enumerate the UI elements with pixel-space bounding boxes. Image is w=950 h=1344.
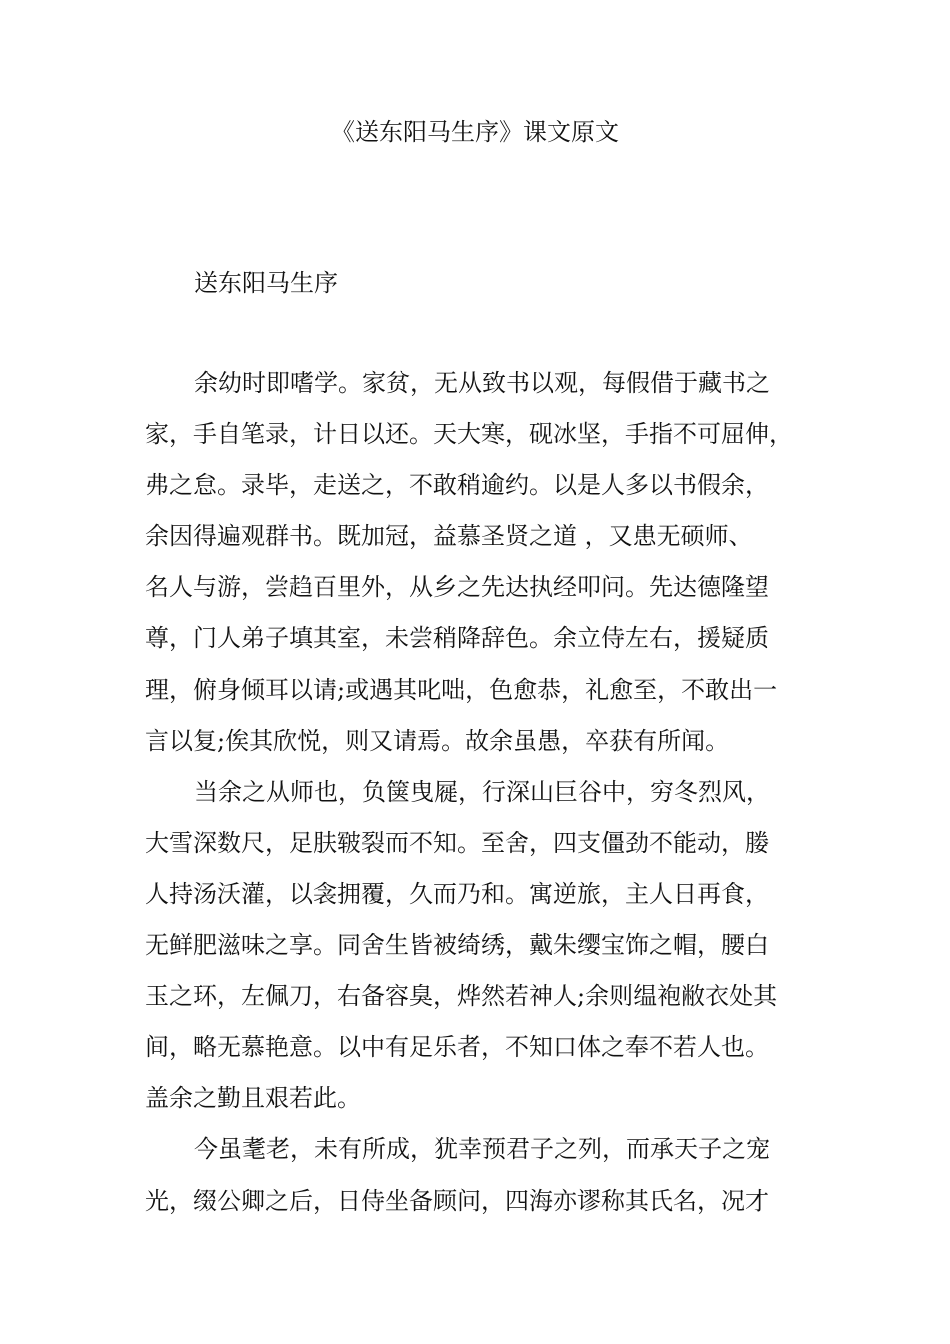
text-line: 人持汤沃灌，以衾拥覆，久而乃和。寓逆旅，主人日再食， — [145, 879, 769, 908]
text-line: 尊，门人弟子填其室，未尝稍降辞色。余立侍左右，援疑质 — [145, 624, 769, 653]
text-line: 盖余之勤且艰若此。 — [145, 1084, 361, 1113]
text-line: 家，手自笔录，计日以还。天大寒，砚冰坚，手指不可屈伸， — [145, 420, 793, 449]
text-line: 无鲜肥滋味之享。同舍生皆被绮绣，戴朱缨宝饰之帽，腰白 — [145, 931, 769, 960]
text-line: 言以复;俟其欣悦，则又请焉。故余虽愚，卒获有所闻。 — [145, 726, 730, 755]
text-line: 理，俯身倾耳以请;或遇其叱咄，色愈恭，礼愈至，不敢出一 — [145, 675, 778, 704]
essay-title: 送东阳马生序 — [194, 269, 338, 297]
text-line: 光，缀公卿之后，日侍坐备顾问，四海亦谬称其氏名，况才 — [145, 1186, 769, 1215]
essay-body — [145, 365, 815, 1234]
text-line: 间，略无慕艳意。以中有足乐者，不知口体之奉不若人也。 — [145, 1033, 769, 1062]
text-line: 余因得遍观群书。既加冠，益慕圣贤之道 ，又患无硕师、 — [145, 522, 753, 551]
document-title: 《送东阳马生序》课文原文 — [331, 118, 619, 146]
text-line: 弗之怠。录毕，走送之，不敢稍逾约。以是人多以书假余， — [145, 471, 769, 500]
text-line: 玉之环，左佩刀，右备容臭，烨然若神人;余则缊袍敝衣处其 — [145, 982, 778, 1011]
text-line: 名人与游，尝趋百里外，从乡之先达执经叩问。先达德隆望 — [145, 573, 769, 602]
text-line: 当余之从师也，负箧曳屣，行深山巨谷中，穷冬烈风， — [194, 777, 770, 806]
text-line: 余幼时即嗜学。家贫，无从致书以观，每假借于藏书之 — [194, 369, 770, 397]
text-line: 大雪深数尺，足肤皲裂而不知。至舍，四支僵劲不能动，媵 — [145, 828, 769, 857]
text-line: 今虽耄老，未有所成，犹幸预君子之列，而承天子之宠 — [194, 1135, 770, 1164]
